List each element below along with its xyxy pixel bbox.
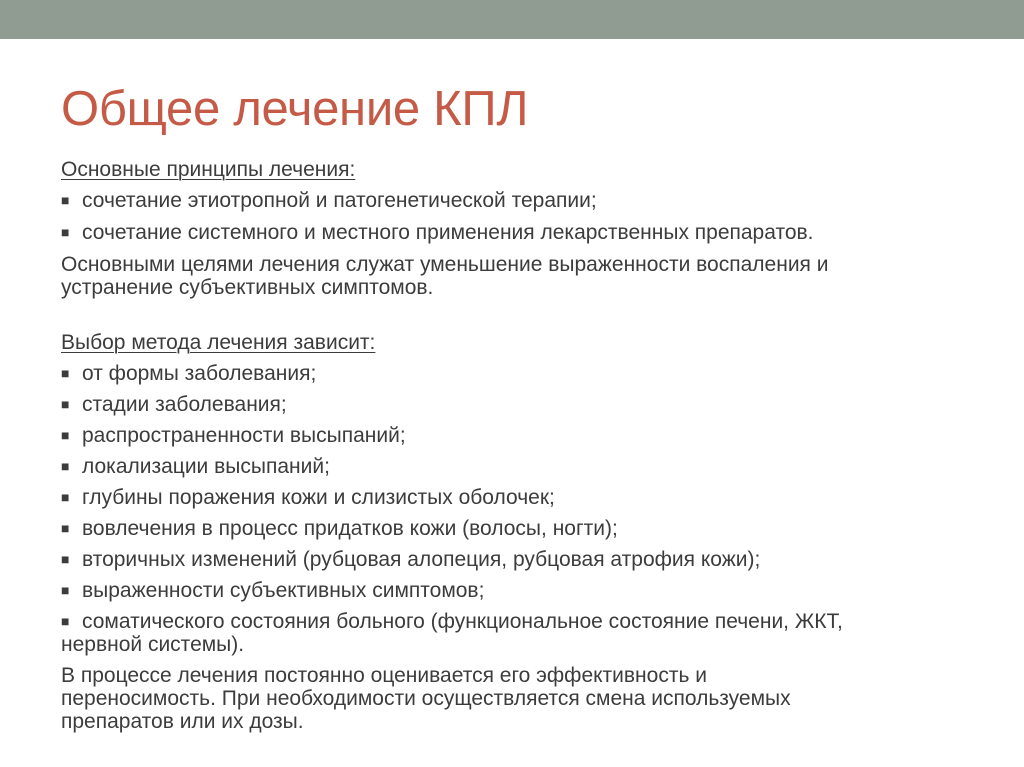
bullet-square-icon: ■ (61, 582, 70, 598)
bullet-square-icon: ■ (61, 192, 70, 208)
principles-item (61, 189, 981, 212)
principles-item-text: сочетание системного и местного применения лекарственных препаратов. (82, 221, 814, 244)
bullet-square-icon: ■ (61, 224, 70, 240)
slide-title: Общее лечение КПЛ (61, 82, 529, 136)
slide-body (61, 158, 981, 733)
bullet-square-icon: ■ (61, 520, 70, 536)
method-item-text: стадии заболевания; (82, 393, 287, 416)
method-item-text: соматического состояния больного (функциональное состояние печени, ЖКТ, (82, 610, 843, 633)
method-item-text: локализации высыпаний; (82, 455, 330, 478)
method-item-text: распространенности высыпаний; (82, 424, 406, 447)
bullet-square-icon: ■ (61, 613, 70, 629)
bullet-square-icon: ■ (61, 489, 70, 505)
method-item (61, 362, 981, 385)
principles-item (61, 221, 981, 244)
method-item-text: вовлечения в процесс придатков кожи (волосы, ногти); (82, 517, 618, 540)
method-item (61, 610, 981, 633)
bullet-square-icon: ■ (61, 551, 70, 567)
method-item (61, 393, 981, 416)
method-item (61, 455, 981, 478)
bullet-square-icon: ■ (61, 396, 70, 412)
method-item (61, 486, 981, 509)
method-item-text: выраженности субъективных симптомов; (82, 579, 485, 602)
conclusion-line: переносимость. При необходимости осуществляется смена используемых (61, 687, 791, 710)
principles-item-text: сочетание этиотропной и патогенетической терапии; (82, 189, 597, 212)
conclusion-line: В процессе лечения постоянно оценивается его эффективность и (61, 664, 707, 687)
principles-heading: Основные принципы лечения: (61, 158, 356, 181)
method-item (61, 424, 981, 447)
bullet-square-icon: ■ (61, 427, 70, 443)
top-accent-bar (0, 0, 1024, 39)
method-item-text: от формы заболевания; (82, 362, 317, 385)
method-item-text: глубины поражения кожи и слизистых оболочек; (82, 486, 555, 509)
method-item-text: вторичных изменений (рубцовая алопеция, рубцовая атрофия кожи); (82, 548, 761, 571)
bullet-square-icon: ■ (61, 365, 70, 381)
goals-line: устранение субъективных симптомов. (61, 276, 434, 299)
goals-line: Основными целями лечения служат уменьшение выраженности воспаления и (61, 253, 829, 276)
method-item-continuation: нервной системы). (61, 633, 245, 656)
method-item (61, 579, 981, 602)
method-item (61, 548, 981, 571)
method-heading: Выбор метода лечения зависит: (61, 331, 376, 354)
conclusion-line: препаратов или их дозы. (61, 710, 304, 733)
bullet-square-icon: ■ (61, 458, 70, 474)
method-item (61, 517, 981, 540)
